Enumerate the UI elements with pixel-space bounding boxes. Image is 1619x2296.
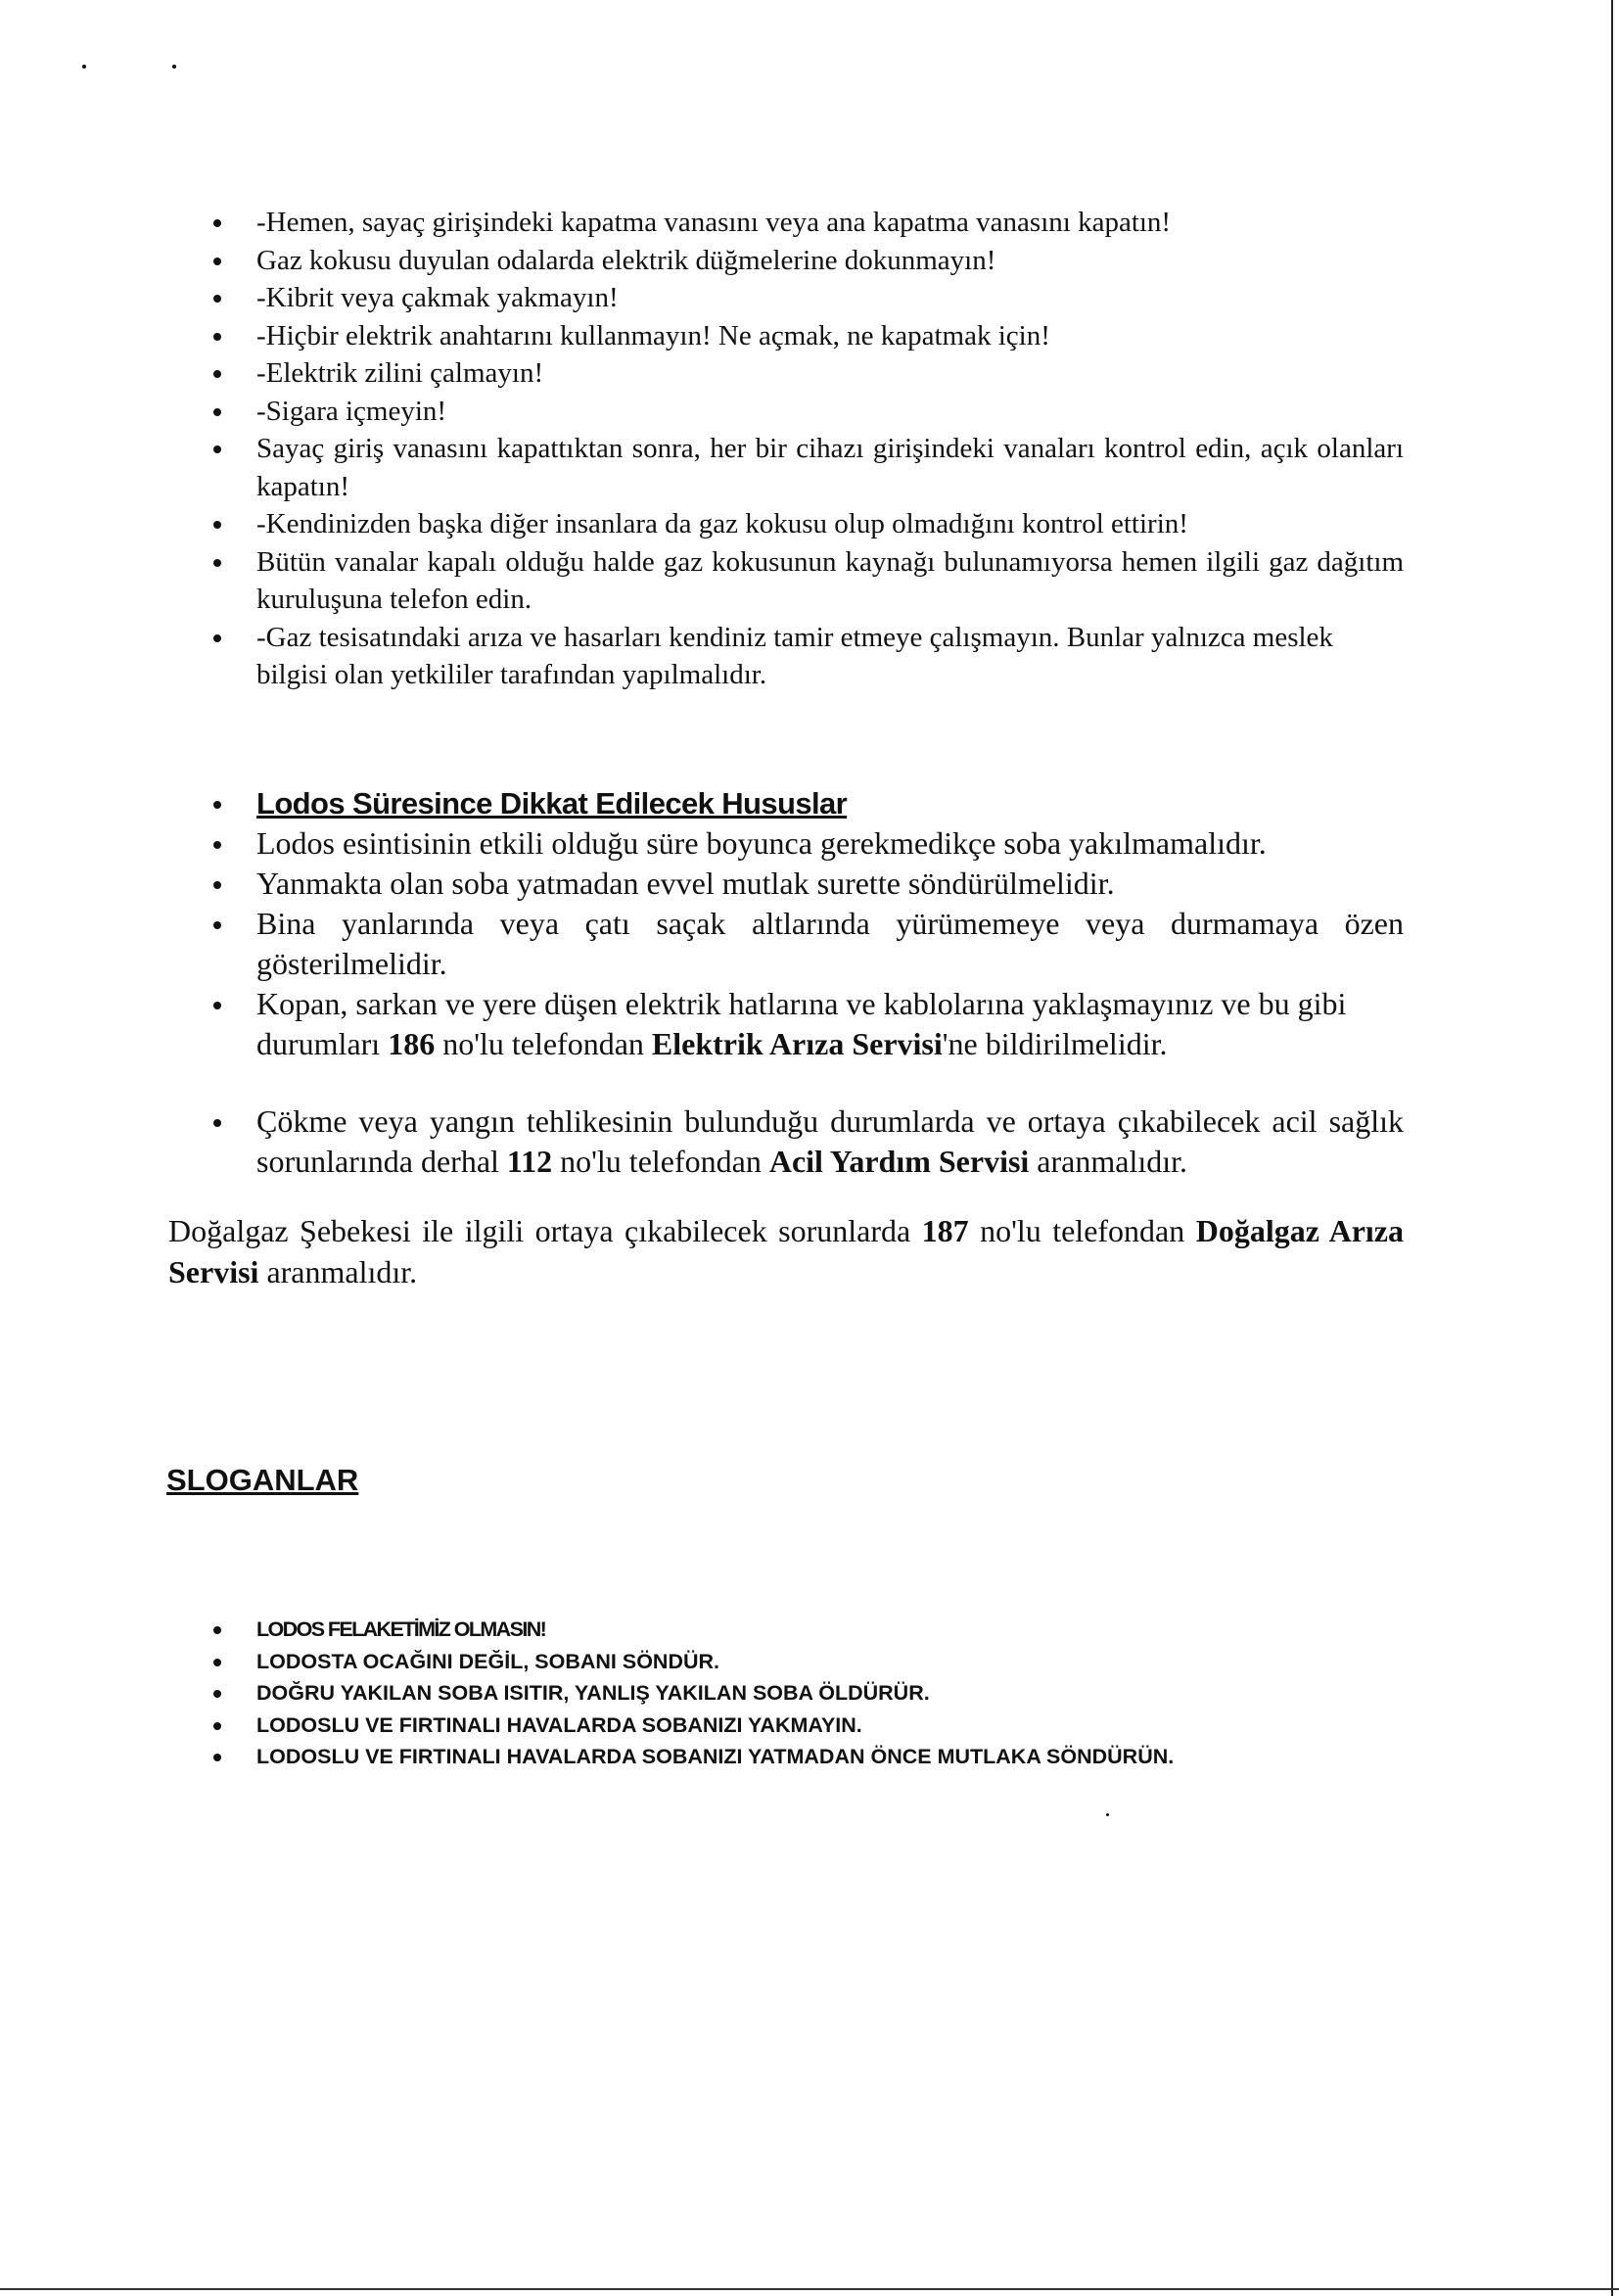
text: Kopan, sarkan ve yere düşen elektrik hatlarına ve kablolarına yaklaşmayınız ve bu gibi durumları [256,986,1347,1061]
page-border-bottom [0,2288,1619,2290]
list-item: Bina yanlarında veya çatı saçak altlarında yürümemeye veya durmamaya özen gösterilmelidir. [209,904,1404,984]
list-item: Yanmakta olan soba yatmadan evvel mutlak surette söndürülmelidir. [209,864,1404,904]
list-item: -Hiçbir elektrik anahtarını kullanmayın! Ne açmak, ne kapatmak için! [209,317,1404,355]
text: aranmalıdır. [1029,1144,1188,1179]
service-name: Acil Yardım Servisi [768,1144,1030,1179]
list-item: -Hemen, sayaç girişindeki kapatma vanasını veya ana kapatma vanasını kapatın! [209,204,1404,242]
list-item [209,783,1404,823]
page-border-right [1611,0,1613,2296]
list-item: -Kibrit veya çakmak yakmayın! [209,279,1404,317]
list-item [209,1101,1404,1182]
lodos-precautions-list [209,783,1404,1182]
phone-number: 112 [506,1144,553,1179]
sloganlar-heading: SLOGANLAR [166,1463,359,1497]
scan-speck [1106,1813,1109,1816]
text: no'lu telefondan [435,1026,652,1061]
lodos-section-heading: Lodos Süresince Dikkat Edilecek Hususlar [256,786,848,820]
phone-number: 187 [921,1213,969,1248]
list-item: LODOSTA OCAĞINI DEĞİL, SOBANI SÖNDÜR. [209,1646,1423,1678]
text: aranmalıdır. [258,1254,418,1289]
text: Doğalgaz Şebekesi ile ilgili ortaya çıkabilecek sorunlarda [168,1213,922,1248]
list-item: -Elektrik zilini çalmayın! [209,354,1404,393]
list-item: -Sigara içmeyin! [209,393,1404,431]
text: no'lu telefondan [552,1144,769,1179]
scan-speck [82,65,86,69]
list-item: Gaz kokusu duyulan odalarda elektrik düğmelerine dokunmayın! [209,242,1404,280]
text: no'lu telefondan [968,1213,1196,1248]
list-item: Bütün vanalar kapalı olduğu halde gaz kokusunun kaynağı bulunamıyorsa hemen ilgili gaz dağıtım kuruluşuna telefon edin. [209,543,1404,619]
list-item [209,984,1404,1064]
list-item: Sayaç giriş vanasını kapattıktan sonra, her bir cihazı girişindeki vanaları kontrol edin, açık olanları kapatın! [209,430,1404,505]
list-item: -Gaz tesisatındaki arıza ve hasarları kendiniz tamir etmeye çalışmayın. Bunlar yalnızca meslek bilgisi olan yetkililer tarafından yapılmalıdır. [209,619,1404,694]
text: Çökme veya yangın tehlikesinin bulunduğu durumlarda ve ortaya çıkabilecek acil sağlık sorunlarında derhal [256,1103,1404,1179]
slogans-list [209,1614,1423,1773]
list-item: LODOSLU VE FIRTINALI HAVALARDA SOBANIZI YAKMAYIN. [209,1710,1423,1742]
list-item: DOĞRU YAKILAN SOBA ISITIR, YANLIŞ YAKILAN SOBA ÖLDÜRÜR. [209,1677,1423,1710]
list-item: Lodos esintisinin etkili olduğu süre boyunca gerekmedikçe soba yakılmamalıdır. [209,823,1404,864]
closing-paragraph [168,1210,1404,1292]
list-item: -Kendinizden başka diğer insanlara da gaz kokusu olup olmadığını kontrol ettirin! [209,505,1404,543]
text: 'ne bildirilmelidir. [942,1026,1168,1061]
service-name: Doğalgaz Arıza Servisi [168,1213,1405,1289]
gas-leak-instructions-list [209,204,1404,694]
service-name: Elektrik Arıza Servisi [651,1026,943,1061]
list-item: LODOS FELAKETİMİZ OLMASIN! [209,1614,1423,1646]
phone-number: 186 [388,1026,436,1061]
list-item: LODOSLU VE FIRTINALI HAVALARDA SOBANIZI YATMADAN ÖNCE MUTLAKA SÖNDÜRÜN. [209,1741,1423,1773]
scan-speck [172,65,176,69]
